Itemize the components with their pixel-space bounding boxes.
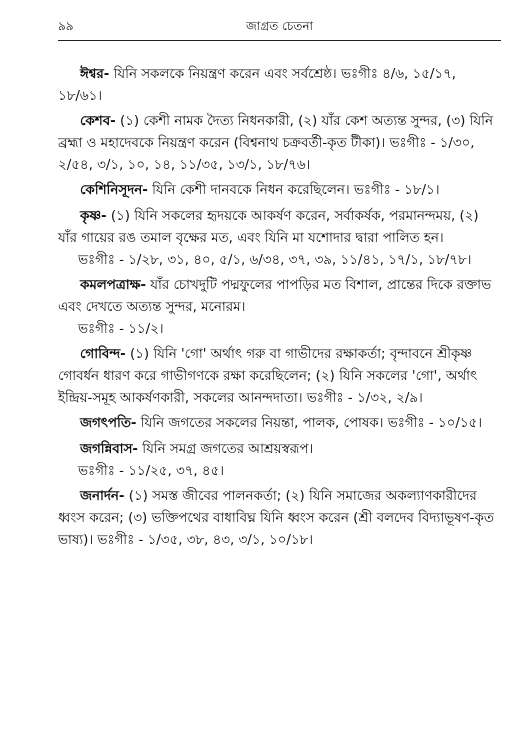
page-number: ৯৯ — [58, 19, 74, 33]
glossary-entry — [58, 111, 501, 177]
entry-text: যাঁর চোখদুটি পদ্মফুলের পাপড়ির মত বিশাল, প্রান্তের দিকে রক্তাভ এবং দেখতে অত্যন্ত সুন্দর, মনোরম। — [58, 277, 492, 315]
glossary-entry — [58, 64, 501, 108]
glossary-content — [58, 64, 501, 555]
glossary-entry — [58, 344, 501, 410]
entry-definition — [58, 439, 501, 461]
entry-text: (১) কেশী নামক দৈত্য নিধনকারী, (২) যাঁর কেশ অত্যন্ত সুন্দর, (৩) যিনি ব্রহ্মা ও মহাদেবকে নিয়ন্ত্রণ করেন (বিশ্বনাথ চক্রবর্তী-কৃত টীকা)। ভঃগীঃ - ১/৩০, ২/৫৪, ৩/১, ১০, ১৪, ১১/৩৫, ১৩/১, ১৮/৭৬। — [58, 114, 493, 174]
entry-term: জনার্দন- — [80, 488, 125, 504]
entry-references: ভঃগীঃ - ১১/২৫, ৩৭, ৪৫। — [78, 463, 225, 479]
entry-references: ভঃগীঃ - ১১/২। — [78, 322, 164, 338]
entry-text: যিনি সকলকে নিয়ন্ত্রণ করেন এবং সর্বশ্রেষ্ঠ। ভঃগীঃ ৪/৬, ১৫/১৭, ১৮/৬১। — [58, 67, 457, 105]
entry-definition — [58, 275, 501, 319]
entry-definition — [58, 344, 501, 410]
glossary-entry — [58, 206, 501, 272]
entry-term: কেশব- — [80, 114, 116, 130]
entry-definition — [58, 413, 501, 435]
entry-term: ঈশ্বর- — [80, 67, 110, 82]
entry-text: (১) যিনি সকলের হৃদয়কে আকর্ষণ করেন, সর্বাকর্ষক, পরমানন্দময়, (২) যাঁর গায়ের রঙ তমাল বৃক্ষের মত, এবং যিনি মা যশোদার দ্বারা পালিত হন। — [58, 208, 479, 246]
entry-text: (১) যিনি 'গো' অর্থাৎ গরু বা গাভীদের রক্ষাকর্তা; বৃন্দাবনে শ্রীকৃষ্ণ গোবর্ধন ধারণ করে গাভীগণকে রক্ষা করেছিলেন; (২) যিনি সকলের 'গো', অর্থাৎ ইন্দ্রিয়-সমূহ আকর্ষণকারী, সকলের আনন্দদাতা। ভঃগীঃ - ১/৩২, ২/৯। — [58, 347, 478, 407]
entry-term: কৃষ্ণ- — [80, 208, 107, 224]
entry-text: যিনি সমগ্র জগতের আশ্রয়স্বরূপ। — [142, 441, 314, 457]
glossary-entry — [58, 275, 501, 341]
page-header — [58, 18, 501, 38]
running-title: জাগ্রত চেতনা — [245, 19, 313, 33]
entry-references: ভঃগীঃ - ১/২৮, ৩১, ৪০, ৫/১, ৬/৩৪, ৩৭, ৩৯, ১১/৪১, ১৭/১, ১৮/৭৮। — [78, 252, 472, 268]
entry-definition — [58, 111, 501, 177]
glossary-entry — [58, 439, 501, 483]
header-rule — [58, 40, 501, 41]
entry-definition — [58, 486, 501, 552]
entry-term: গোবিন্দ- — [80, 347, 126, 363]
entry-text: (১) সমস্ত জীবের পালনকর্তা; (২) যিনি সমাজের অকল্যাণকারীদের ধ্বংস করেন; (৩) ভক্তিপথের বাধাবিঘ্ন যিনি ধ্বংস করেন (শ্রী বলদেব বিদ্যাভূষণ-কৃত ভাষ্য)। ভঃগীঃ - ১/৩৫, ৩৮, ৪৩, ৩/১, ১০/১৮। — [58, 488, 494, 548]
glossary-entry — [58, 413, 501, 435]
entry-term: জগৎপতি- — [80, 416, 137, 432]
entry-term: কেশিনিসূদন- — [80, 183, 148, 199]
entry-definition — [58, 206, 501, 250]
entry-term: কমলপত্রাক্ষ- — [80, 277, 146, 293]
entry-definition — [58, 64, 501, 108]
entry-text: যিনি জগতের সকলের নিয়ন্তা, পালক, পোষক। ভঃগীঃ - ১০/১৫। — [140, 416, 482, 432]
entry-definition — [58, 180, 501, 202]
glossary-entry — [58, 180, 501, 202]
entry-text: যিনি কেশী দানবকে নিধন করেছিলেন। ভঃগীঃ - ১৮/১। — [152, 183, 440, 199]
entry-term: জগন্নিবাস- — [80, 441, 138, 457]
glossary-entry — [58, 486, 501, 552]
